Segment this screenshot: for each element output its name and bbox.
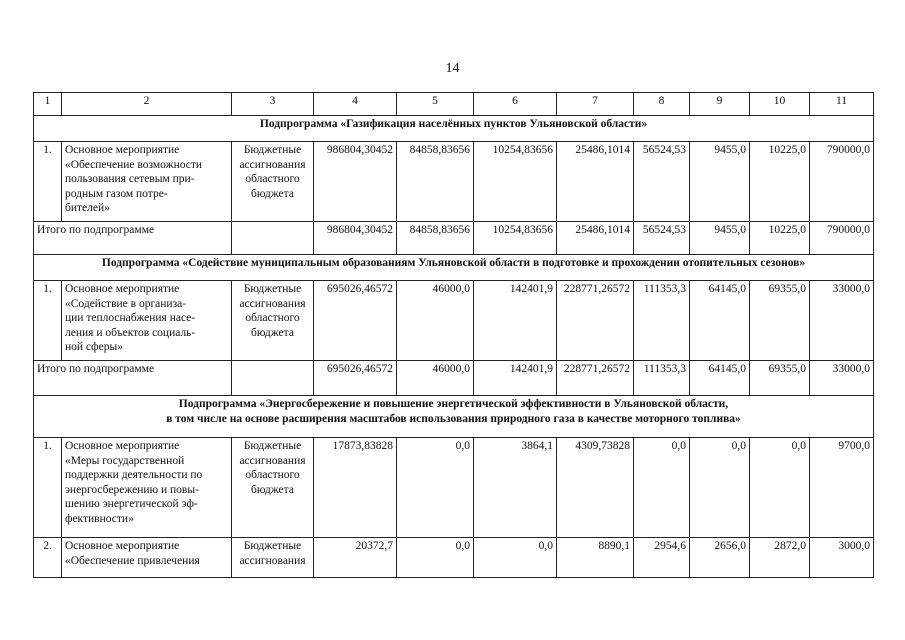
description-line: энергосбережению и повы- bbox=[65, 483, 199, 496]
description-line: Основное мероприятие bbox=[65, 283, 180, 295]
activity-row bbox=[34, 538, 874, 578]
description-line: бителей» bbox=[65, 202, 110, 214]
subtotal-value-cell: 64145,0 bbox=[690, 361, 750, 396]
budget-table bbox=[33, 92, 874, 578]
funding-source-line: ассигнования bbox=[239, 158, 306, 171]
value-cell: 0,0 bbox=[397, 538, 474, 578]
section-title-row bbox=[34, 255, 874, 281]
description-line: Основное мероприятие bbox=[65, 440, 180, 452]
funding-source-line: ассигнования bbox=[239, 297, 306, 310]
funding-source-line: областного bbox=[245, 173, 300, 185]
value-cell: 0,0 bbox=[474, 538, 557, 578]
value-cell: 17873,83828 bbox=[314, 438, 397, 538]
description-line: ной сферы» bbox=[65, 341, 123, 353]
section-title-line: Подпрограмма «Энергосбережение и повышение энергетической эффективности в Ульяновской области, bbox=[178, 398, 729, 410]
row-number: 1. bbox=[34, 142, 62, 222]
funding-source-line: Бюджетные bbox=[243, 540, 302, 552]
value-cell: 3000,0 bbox=[810, 538, 874, 578]
column-header-9: 9 bbox=[690, 93, 750, 116]
value-cell: 0,0 bbox=[690, 438, 750, 538]
description-line: пользования сетевым при- bbox=[65, 173, 195, 185]
description-line: поддержки деятельности по bbox=[65, 469, 203, 481]
activity-row bbox=[34, 142, 874, 222]
description-line: Основное мероприятие bbox=[65, 540, 180, 552]
description-line: «Обеспечение привлечения bbox=[65, 554, 200, 567]
subtotal-value-cell: 142401,9 bbox=[474, 361, 557, 396]
funding-source bbox=[232, 142, 314, 222]
subtotal-value-cell: 84858,83656 bbox=[397, 222, 474, 255]
activity-description bbox=[62, 142, 232, 222]
column-header-11: 11 bbox=[810, 93, 874, 116]
funding-source bbox=[232, 438, 314, 538]
activity-row bbox=[34, 281, 874, 361]
value-cell: 111353,3 bbox=[634, 281, 690, 361]
funding-source-line: ассигнования bbox=[239, 554, 306, 567]
value-cell: 33000,0 bbox=[810, 281, 874, 361]
value-cell: 142401,9 bbox=[474, 281, 557, 361]
section-title bbox=[34, 116, 874, 142]
activity-description bbox=[62, 281, 232, 361]
section-title bbox=[34, 396, 874, 438]
page-number: 14 bbox=[445, 61, 460, 76]
value-cell: 20372,7 bbox=[314, 538, 397, 578]
section-title-row bbox=[34, 396, 874, 438]
subtotal-row bbox=[34, 361, 874, 396]
funding-source-line: бюджета bbox=[251, 483, 294, 496]
value-cell: 228771,26572 bbox=[557, 281, 634, 361]
value-cell: 4309,73828 bbox=[557, 438, 634, 538]
section-title bbox=[34, 255, 874, 281]
value-cell: 84858,83656 bbox=[397, 142, 474, 222]
column-header-4: 4 bbox=[314, 93, 397, 116]
description-line: «Меры государственной bbox=[65, 454, 185, 467]
section-title-line: в том числе на основе расширения масштабов использования природного газа в качестве моторного топлива» bbox=[166, 412, 741, 425]
description-line: «Содействие в организа- bbox=[65, 297, 187, 310]
subtotal-value-cell: 69355,0 bbox=[750, 361, 810, 396]
subtotal-value-cell: 986804,30452 bbox=[314, 222, 397, 255]
activity-row bbox=[34, 438, 874, 538]
value-cell: 25486,1014 bbox=[557, 142, 634, 222]
activity-description bbox=[62, 438, 232, 538]
subtotal-value-cell: 10254,83656 bbox=[474, 222, 557, 255]
value-cell: 695026,46572 bbox=[314, 281, 397, 361]
funding-source bbox=[232, 281, 314, 361]
row-number: 1. bbox=[34, 281, 62, 361]
funding-source-line: областного bbox=[245, 469, 300, 481]
column-header-5: 5 bbox=[397, 93, 474, 116]
value-cell: 2656,0 bbox=[690, 538, 750, 578]
value-cell: 10225,0 bbox=[750, 142, 810, 222]
activity-description bbox=[62, 538, 232, 578]
value-cell: 64145,0 bbox=[690, 281, 750, 361]
value-cell: 8890,1 bbox=[557, 538, 634, 578]
value-cell: 56524,53 bbox=[634, 142, 690, 222]
value-cell: 3864,1 bbox=[474, 438, 557, 538]
column-header-2: 2 bbox=[62, 93, 232, 116]
value-cell: 0,0 bbox=[750, 438, 810, 538]
subtotal-value-cell: 56524,53 bbox=[634, 222, 690, 255]
funding-source-line: областного bbox=[245, 312, 300, 324]
description-line: «Обеспечение возможности bbox=[65, 158, 203, 171]
column-header-8: 8 bbox=[634, 93, 690, 116]
column-header-1: 1 bbox=[34, 93, 62, 116]
funding-source-line: Бюджетные bbox=[243, 440, 302, 452]
column-header-7: 7 bbox=[557, 93, 634, 116]
funding-source-line: бюджета bbox=[251, 187, 294, 200]
value-cell: 0,0 bbox=[397, 438, 474, 538]
subtotal-value-cell: 695026,46572 bbox=[314, 361, 397, 396]
description-line: шению энергетической эф- bbox=[65, 498, 198, 510]
column-header-10: 10 bbox=[750, 93, 810, 116]
description-line: родным газом потре- bbox=[65, 187, 168, 200]
value-cell: 10254,83656 bbox=[474, 142, 557, 222]
section-title-row bbox=[34, 116, 874, 142]
funding-source bbox=[232, 538, 314, 578]
subtotal-row bbox=[34, 222, 874, 255]
subtotal-value-cell: 228771,26572 bbox=[557, 361, 634, 396]
description-line: ции теплоснабжения насе- bbox=[65, 312, 196, 324]
subtotal-empty-cell bbox=[232, 361, 314, 396]
value-cell: 9455,0 bbox=[690, 142, 750, 222]
row-number: 1. bbox=[34, 438, 62, 538]
value-cell: 790000,0 bbox=[810, 142, 874, 222]
description-line: фективности» bbox=[65, 512, 134, 525]
funding-source-line: Бюджетные bbox=[243, 283, 302, 295]
value-cell: 986804,30452 bbox=[314, 142, 397, 222]
subtotal-value-cell: 25486,1014 bbox=[557, 222, 634, 255]
value-cell: 9700,0 bbox=[810, 438, 874, 538]
row-number: 2. bbox=[34, 538, 62, 578]
subtotal-label: Итого по подпрограмме bbox=[34, 222, 232, 255]
funding-source-line: бюджета bbox=[251, 326, 294, 339]
subtotal-label: Итого по подпрограмме bbox=[34, 361, 232, 396]
value-cell: 0,0 bbox=[634, 438, 690, 538]
funding-source-line: ассигнования bbox=[239, 454, 306, 467]
subtotal-empty-cell bbox=[232, 222, 314, 255]
description-line: Основное мероприятие bbox=[65, 144, 180, 156]
value-cell: 46000,0 bbox=[397, 281, 474, 361]
funding-source-line: Бюджетные bbox=[243, 144, 302, 156]
column-header-6: 6 bbox=[474, 93, 557, 116]
column-header-row bbox=[34, 93, 874, 116]
description-line: ления и объектов социаль- bbox=[65, 326, 196, 339]
subtotal-value-cell: 111353,3 bbox=[634, 361, 690, 396]
value-cell: 69355,0 bbox=[750, 281, 810, 361]
value-cell: 2954,6 bbox=[634, 538, 690, 578]
subtotal-value-cell: 10225,0 bbox=[750, 222, 810, 255]
subtotal-value-cell: 33000,0 bbox=[810, 361, 874, 396]
subtotal-value-cell: 790000,0 bbox=[810, 222, 874, 255]
value-cell: 2872,0 bbox=[750, 538, 810, 578]
column-header-3: 3 bbox=[232, 93, 314, 116]
section-title-line: Подпрограмма «Газификация населённых пунктов Ульяновской области» bbox=[259, 118, 648, 130]
section-title-line: Подпрограмма «Содействие муниципальным образованиям Ульяновской области в подготовке и прохождении отопительных сезонов» bbox=[101, 257, 806, 269]
subtotal-value-cell: 9455,0 bbox=[690, 222, 750, 255]
subtotal-value-cell: 46000,0 bbox=[397, 361, 474, 396]
